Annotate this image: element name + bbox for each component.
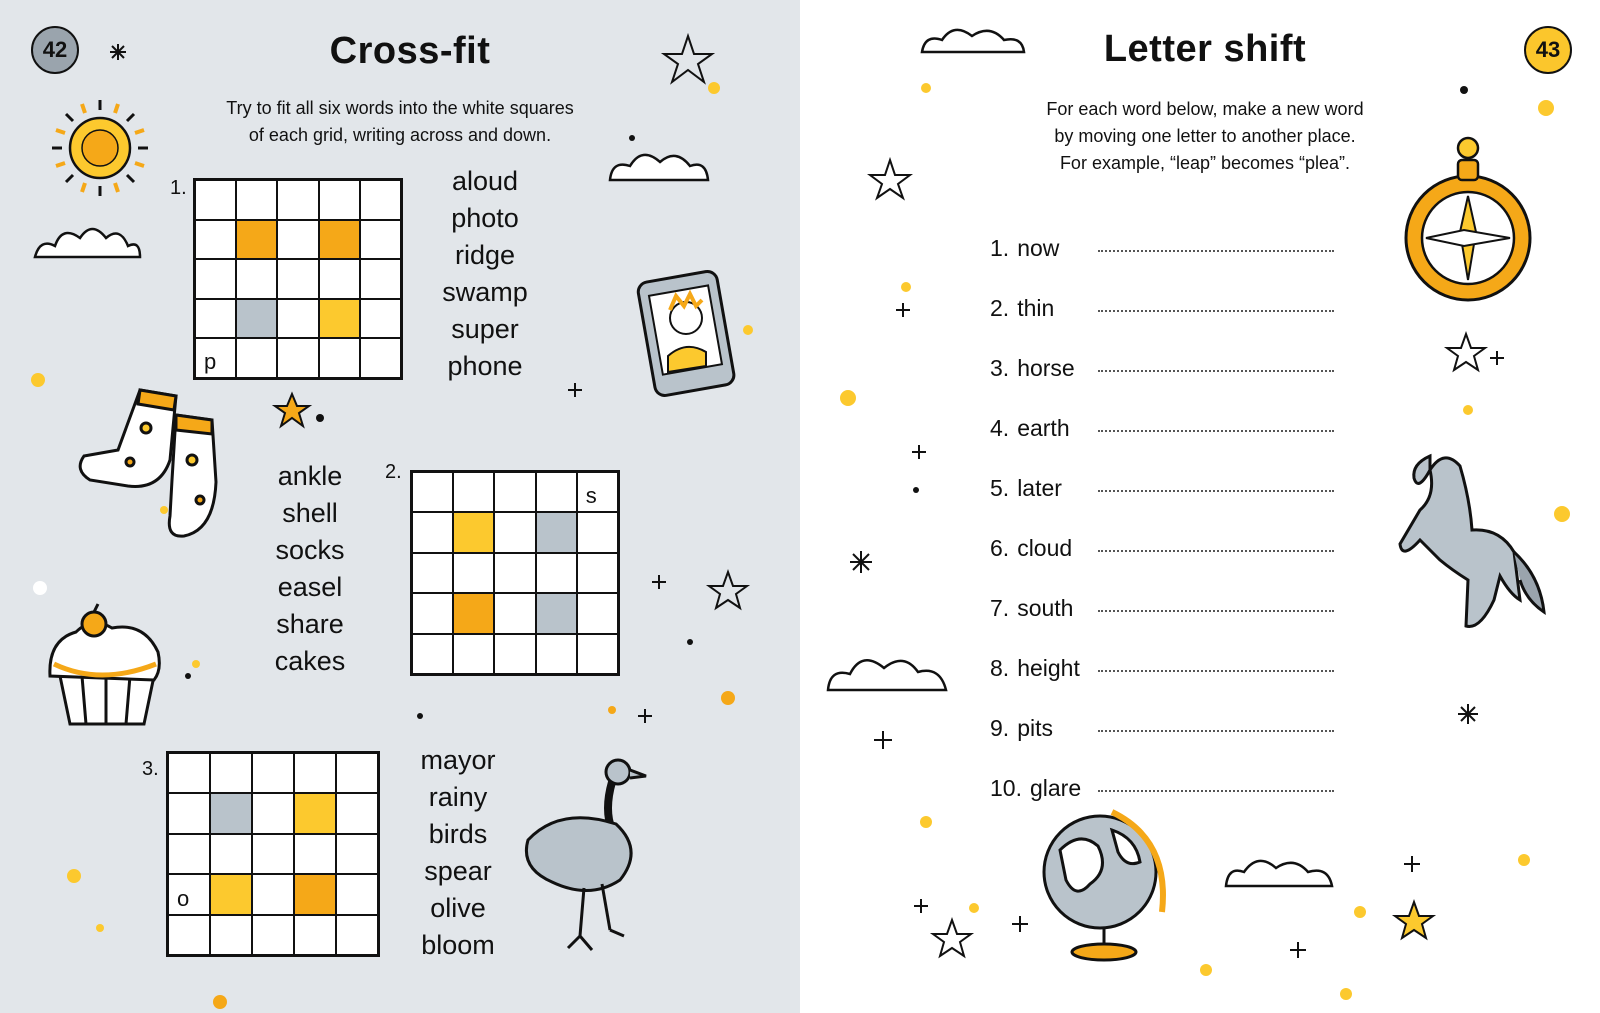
given-letter: o bbox=[177, 885, 190, 911]
grid-cell[interactable] bbox=[295, 916, 335, 954]
instructions-line: of each grid, writing across and down. bbox=[248, 125, 552, 145]
answer-line[interactable] bbox=[1098, 250, 1334, 252]
clue-number: 10. bbox=[990, 775, 1022, 801]
word-list-item: mayor bbox=[420, 745, 496, 775]
word-list-item: phone bbox=[447, 351, 523, 381]
grid-cell[interactable] bbox=[196, 339, 235, 377]
grid-cell[interactable] bbox=[495, 473, 534, 511]
grid-cell[interactable] bbox=[337, 754, 377, 792]
word-list-item: ankle bbox=[277, 461, 343, 491]
grid-cell[interactable] bbox=[413, 473, 452, 511]
clue-row bbox=[990, 462, 1340, 502]
grid-cell[interactable] bbox=[578, 473, 617, 511]
puzzle-label: 3. bbox=[142, 758, 159, 780]
grid-cell[interactable] bbox=[454, 473, 493, 511]
clue-number: 4. bbox=[990, 415, 1010, 441]
grid-cell[interactable] bbox=[320, 181, 359, 219]
grid-cell[interactable] bbox=[295, 754, 335, 792]
given-letter: s bbox=[585, 483, 597, 509]
instructions-left bbox=[160, 95, 640, 149]
page-title-right: Letter shift bbox=[1103, 28, 1307, 70]
grid-cell[interactable] bbox=[196, 260, 235, 298]
blocked-cell bbox=[211, 794, 251, 832]
grid-cell[interactable] bbox=[337, 916, 377, 954]
word-list-item: ridge bbox=[454, 240, 516, 270]
crossword-grid-2 bbox=[410, 470, 620, 676]
clue-word: thin bbox=[1017, 295, 1055, 321]
clue-row bbox=[990, 642, 1340, 682]
word-list-item: shell bbox=[282, 498, 338, 528]
grid-cell[interactable] bbox=[337, 835, 377, 873]
grid-cell[interactable] bbox=[278, 221, 317, 259]
grid-cell[interactable] bbox=[211, 754, 251, 792]
given-letter: p bbox=[204, 348, 217, 374]
grid-cell[interactable] bbox=[537, 473, 576, 511]
grid-cell[interactable] bbox=[537, 635, 576, 673]
answer-line[interactable] bbox=[1098, 790, 1334, 792]
grid-cell[interactable] bbox=[169, 754, 209, 792]
grid-cell[interactable] bbox=[253, 875, 293, 913]
clue-number: 3. bbox=[990, 355, 1010, 381]
crossword-grid-3 bbox=[166, 751, 380, 957]
grid-cell[interactable] bbox=[537, 554, 576, 592]
clue-number: 9. bbox=[990, 715, 1010, 741]
blocked-cell bbox=[537, 594, 576, 632]
word-list-3 bbox=[393, 742, 523, 964]
answer-line[interactable] bbox=[1098, 550, 1334, 552]
blocked-cell bbox=[295, 875, 335, 913]
grid-cell[interactable] bbox=[196, 300, 235, 338]
word-list-item: cakes bbox=[274, 646, 346, 676]
grid-cell[interactable] bbox=[196, 181, 235, 219]
word-list-item: socks bbox=[275, 535, 345, 565]
clue-row bbox=[990, 402, 1340, 442]
grid-cell[interactable] bbox=[361, 339, 400, 377]
word-list-item: super bbox=[451, 314, 519, 344]
blocked-cell bbox=[237, 300, 276, 338]
grid-cell[interactable] bbox=[578, 554, 617, 592]
grid-cell[interactable] bbox=[578, 513, 617, 551]
clue-number: 6. bbox=[990, 535, 1010, 561]
word-list-item: spear bbox=[424, 856, 492, 886]
grid-cell[interactable] bbox=[495, 635, 534, 673]
grid-cell[interactable] bbox=[169, 835, 209, 873]
page-number-left: 42 bbox=[31, 26, 79, 74]
puzzle-label: 1. bbox=[170, 177, 187, 199]
puzzle-label: 2. bbox=[385, 461, 402, 483]
grid-cell[interactable] bbox=[578, 594, 617, 632]
grid-cell[interactable] bbox=[211, 835, 251, 873]
grid-cell[interactable] bbox=[454, 554, 493, 592]
clue-row bbox=[990, 342, 1340, 382]
clue-word: earth bbox=[1017, 415, 1070, 441]
word-list-item: bloom bbox=[421, 930, 495, 960]
grid-cell[interactable] bbox=[169, 794, 209, 832]
grid-cell[interactable] bbox=[169, 916, 209, 954]
answer-line[interactable] bbox=[1098, 670, 1334, 672]
clue-word: later bbox=[1017, 475, 1062, 501]
clue-word: pits bbox=[1017, 715, 1053, 741]
grid-cell[interactable] bbox=[495, 554, 534, 592]
instructions-line: Try to fit all six words into the white squares bbox=[226, 98, 574, 118]
word-list-item: photo bbox=[451, 203, 519, 233]
instructions-line: For example, “leap” becomes “plea”. bbox=[1059, 153, 1351, 173]
grid-cell[interactable] bbox=[361, 260, 400, 298]
instructions-right bbox=[990, 96, 1420, 177]
answer-line[interactable] bbox=[1098, 430, 1334, 432]
word-list-2 bbox=[245, 458, 375, 680]
clue-number: 8. bbox=[990, 655, 1010, 681]
blocked-cell bbox=[454, 594, 493, 632]
instructions-line: by moving one letter to another place. bbox=[1054, 126, 1356, 146]
word-list-item: aloud bbox=[451, 166, 519, 196]
grid-cell[interactable] bbox=[253, 794, 293, 832]
blocked-cell bbox=[237, 221, 276, 259]
grid-cell[interactable] bbox=[495, 513, 534, 551]
answer-line[interactable] bbox=[1098, 370, 1334, 372]
grid-cell[interactable] bbox=[413, 594, 452, 632]
grid-cell[interactable] bbox=[253, 754, 293, 792]
clue-number: 1. bbox=[990, 235, 1010, 261]
clue-word: now bbox=[1017, 235, 1060, 261]
grid-cell[interactable] bbox=[413, 554, 452, 592]
clue-row bbox=[990, 702, 1340, 742]
blocked-cell bbox=[211, 875, 251, 913]
grid-cell[interactable] bbox=[337, 794, 377, 832]
word-list-item: olive bbox=[430, 893, 486, 923]
page-title-left: Cross-fit bbox=[329, 30, 491, 72]
word-list-item: rainy bbox=[428, 782, 488, 812]
grid-cell[interactable] bbox=[169, 875, 209, 913]
grid-cell[interactable] bbox=[253, 916, 293, 954]
blocked-cell bbox=[454, 513, 493, 551]
clue-word: south bbox=[1017, 595, 1074, 621]
grid-cell[interactable] bbox=[361, 181, 400, 219]
word-list-item: birds bbox=[428, 819, 488, 849]
grid-cell[interactable] bbox=[278, 300, 317, 338]
clue-word: glare bbox=[1029, 775, 1082, 801]
grid-cell[interactable] bbox=[278, 339, 317, 377]
crossword-grid-1 bbox=[193, 178, 403, 380]
word-list-item: swamp bbox=[442, 277, 528, 307]
grid-cell[interactable] bbox=[361, 221, 400, 259]
grid-cell[interactable] bbox=[578, 635, 617, 673]
clue-row bbox=[990, 762, 1340, 802]
blocked-cell bbox=[320, 221, 359, 259]
blocked-cell bbox=[320, 300, 359, 338]
grid-cell[interactable] bbox=[253, 835, 293, 873]
clue-row bbox=[990, 222, 1340, 262]
answer-line[interactable] bbox=[1098, 490, 1334, 492]
grid-cell[interactable] bbox=[278, 260, 317, 298]
grid-cell[interactable] bbox=[337, 875, 377, 913]
blocked-cell bbox=[537, 513, 576, 551]
clue-row bbox=[990, 282, 1340, 322]
grid-cell[interactable] bbox=[495, 594, 534, 632]
grid-cell[interactable] bbox=[413, 635, 452, 673]
answer-line[interactable] bbox=[1098, 310, 1334, 312]
grid-cell[interactable] bbox=[295, 835, 335, 873]
clue-row bbox=[990, 522, 1340, 562]
clue-word: horse bbox=[1017, 355, 1075, 381]
grid-cell[interactable] bbox=[211, 916, 251, 954]
answer-line[interactable] bbox=[1098, 610, 1334, 612]
word-list-item: share bbox=[276, 609, 344, 639]
blocked-cell bbox=[295, 794, 335, 832]
grid-cell[interactable] bbox=[196, 221, 235, 259]
instructions-line: For each word below, make a new word bbox=[1046, 99, 1364, 119]
grid-cell[interactable] bbox=[278, 181, 317, 219]
grid-cell[interactable] bbox=[413, 513, 452, 551]
grid-cell[interactable] bbox=[320, 260, 359, 298]
clue-number: 7. bbox=[990, 595, 1010, 621]
grid-cell[interactable] bbox=[237, 260, 276, 298]
grid-cell[interactable] bbox=[361, 300, 400, 338]
grid-cell[interactable] bbox=[237, 181, 276, 219]
clue-number: 5. bbox=[990, 475, 1010, 501]
page-number-right: 43 bbox=[1524, 26, 1572, 74]
grid-cell[interactable] bbox=[454, 635, 493, 673]
clue-number: 2. bbox=[990, 295, 1010, 321]
grid-cell[interactable] bbox=[320, 339, 359, 377]
clue-word: height bbox=[1017, 655, 1080, 681]
word-list-1 bbox=[420, 163, 550, 385]
clue-row bbox=[990, 582, 1340, 622]
word-list-item: easel bbox=[277, 572, 343, 602]
grid-cell[interactable] bbox=[237, 339, 276, 377]
answer-line[interactable] bbox=[1098, 730, 1334, 732]
clue-word: cloud bbox=[1017, 535, 1073, 561]
